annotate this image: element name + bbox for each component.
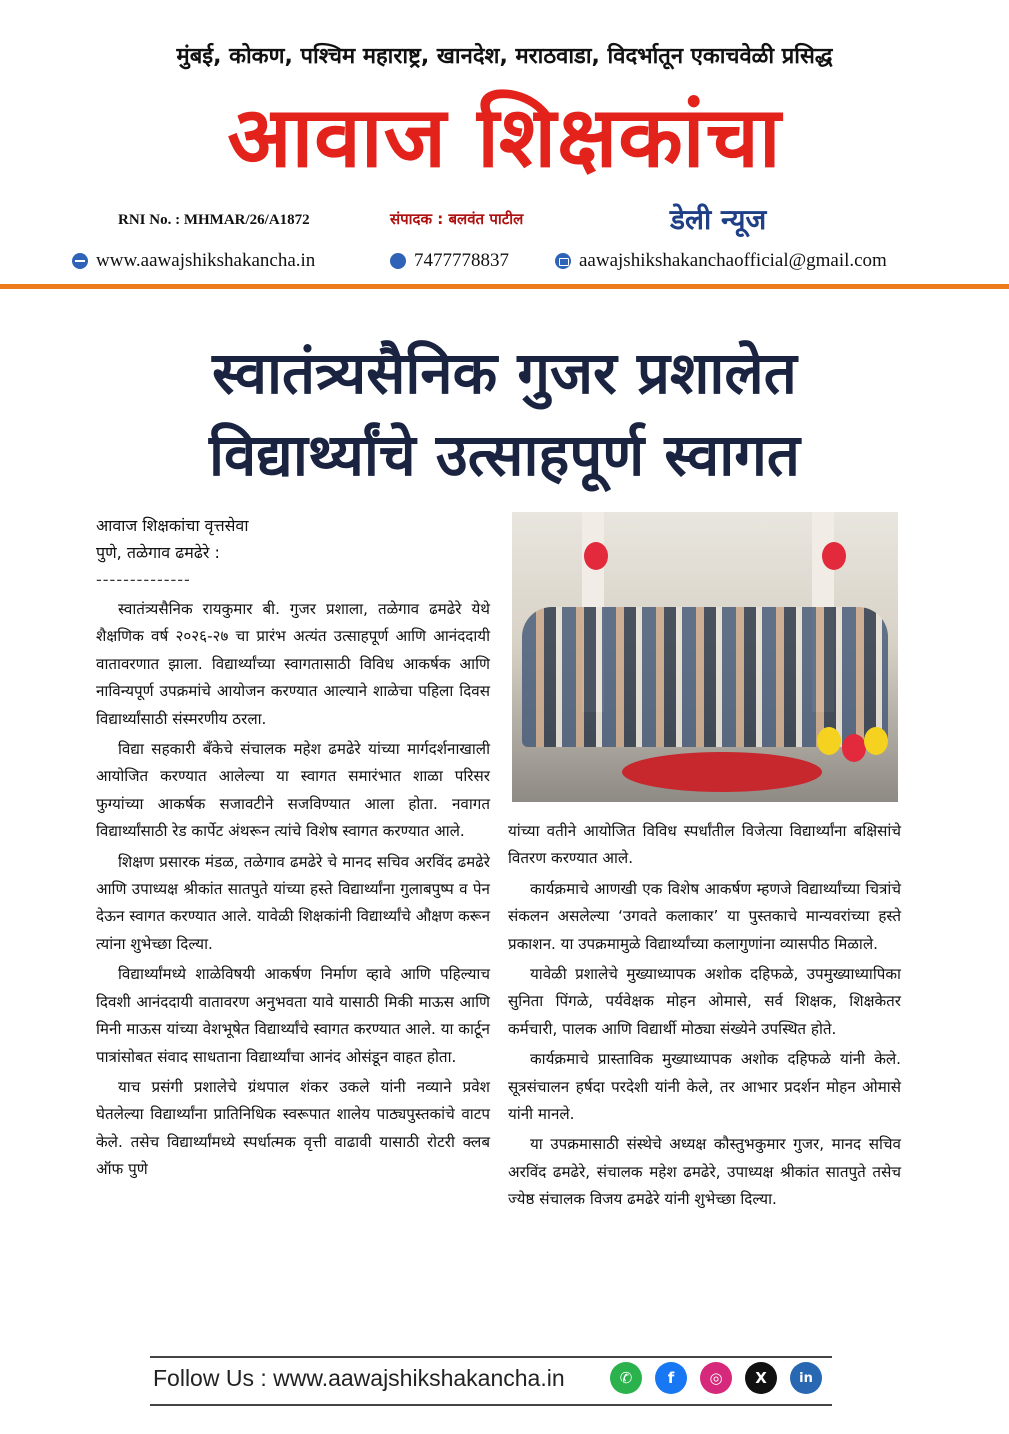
- byline-separator: --------------: [96, 570, 191, 589]
- headline-line-2: विद्यार्थ्यांचे उत्साहपूर्ण स्वागत: [209, 421, 800, 489]
- news-source: आवाज शिक्षकांचा वृत्तसेवा: [96, 516, 249, 535]
- facebook-icon[interactable]: f: [655, 1362, 687, 1394]
- phone-text: 7477778837: [414, 250, 509, 271]
- edition-label: डेली न्यूज: [670, 203, 767, 236]
- rni-number: RNI No. : MHMAR/26/A1872: [118, 212, 310, 228]
- email-contact[interactable]: [555, 250, 887, 272]
- paragraph: कार्यक्रमाचे आणखी एक विशेष आकर्षण म्हणजे विद्यार्थ्यांच्या चित्रांचे संकलन असलेल्या ‘उगवते कलाकार’ या पुस्तकाचे मान्यवरांच्या हस्ते प्रकाशन. या उपक्रमामुळे विद्यार्थ्यांच्या कलागुणांना व्यासपीठ मिळाले.: [508, 879, 901, 953]
- newspaper-title: आवाज शिक्षकांचा: [227, 88, 782, 186]
- phone-icon: [390, 253, 406, 269]
- footer-rule-bottom: [150, 1404, 832, 1406]
- masthead-tagline: मुंबई, कोकण, पश्चिम महाराष्ट्र, खानदेश, मराठवाडा, विदर्भातून एकाचवेळी प्रसिद्ध: [176, 44, 833, 69]
- paragraph: विद्या सहकारी बँकेचे संचालक महेश ढमढेरे यांच्या मार्गदर्शनाखाली आयोजित करण्यात आलेल्या या स्वागत समारंभात शाळा परिसर फुग्यांच्या आकर्षक सजावटीने सजविण्यात आला होता. नवागत विद्यार्थ्यांसाठी रेड कार्पेट अंथरून त्यांचे विशेष स्वागत करण्यात आले.: [96, 740, 490, 841]
- follow-us-link[interactable]: Follow Us : www.aawajshikshakancha.in: [153, 1365, 565, 1391]
- mail-icon: [555, 253, 571, 269]
- article-headline: [0, 332, 1009, 496]
- header-divider: [0, 284, 1009, 289]
- globe-icon: [72, 253, 88, 269]
- whatsapp-icon[interactable]: ✆: [610, 1362, 642, 1394]
- paragraph: यांच्या वतीने आयोजित विविध स्पर्धांतील विजेत्या विद्यार्थ्यांना बक्षिसांचे वितरण करण्यात आले.: [508, 822, 901, 868]
- article-byline: [96, 512, 248, 593]
- paragraph: यावेळी प्रशालेचे मुख्याध्यापक अशोक दहिफळे, उपमुख्याध्यापिका सुनिता पिंगळे, पर्यवेक्षक मोहन ओमासे, सर्व शिक्षक, शिक्षकेतर कर्मचारी, पालक आणि विद्यार्थी मोठ्या संख्येने उपस्थित होते.: [508, 965, 901, 1038]
- email-text: aawajshikshakanchaofficial@gmail.com: [579, 250, 887, 271]
- dateline: पुणे, तळेगाव ढमढेरे :: [96, 543, 220, 562]
- paragraph: विद्यार्थ्यांमध्ये शाळेविषयी आकर्षण निर्माण व्हावे आणि पहिल्याच दिवशी आनंददायी वातावरण अनुभवता यावे यासाठी मिकी माऊस आणि मिनी माऊस यांच्या वेशभूषेत विद्यार्थ्यांचे स्वागत करण्यात आले. या कार्टून पात्रांसोबत संवाद साधताना विद्यार्थ्यांचा आनंद ओसंडून वाहत होता.: [96, 965, 490, 1066]
- phone-contact[interactable]: [390, 250, 509, 272]
- website-contact[interactable]: [72, 250, 315, 272]
- instagram-icon[interactable]: ◎: [700, 1362, 732, 1394]
- paragraph: या उपक्रमासाठी संस्थेचे अध्यक्ष कौस्तुभकुमार गुजर, मानद सचिव अरविंद ढमढेरे, संचालक महेश ढमढेरे, उपाध्यक्ष श्रीकांत सातपुते तसेच ज्येष्ठ संचालक विजय ढमढेरे यांनी शुभेच्छा दिल्या.: [508, 1135, 901, 1209]
- editor-credit: संपादक : बलवंत पाटील: [390, 210, 524, 228]
- article-column-right: [508, 818, 901, 1217]
- paragraph: कार्यक्रमाचे प्रास्ताविक मुख्याध्यापक अशोक दहिफळे यांनी केले. सूत्रसंचालन हर्षदा परदेशी यांनी केले, तर आभार प्रदर्शन मोहन ओमासे यांनी मानले.: [508, 1050, 901, 1124]
- paragraph: शिक्षण प्रसारक मंडळ, तळेगाव ढमढेरे चे मानद सचिव अरविंद ढमढेरे आणि उपाध्यक्ष श्रीकांत सातपुते यांच्या हस्ते विद्यार्थ्यांना गुलाबपुष्प व पेन देऊन स्वागत करण्यात आले. यावेळी शिक्षकांनी विद्यार्थ्यांचे औक्षण करून त्यांना शुभेच्छा दिल्या.: [96, 852, 490, 953]
- headline-line-1: स्वातंत्र्यसैनिक गुजर प्रशालेत: [212, 339, 797, 407]
- website-text: www.aawajshikshakancha.in: [96, 250, 316, 271]
- linkedin-icon[interactable]: in: [790, 1362, 822, 1394]
- article-column-left: [96, 596, 490, 1187]
- x-icon[interactable]: X: [745, 1362, 777, 1394]
- paragraph: याच प्रसंगी प्रशालेचे ग्रंथपाल शंकर उकले यांनी नव्याने प्रवेश घेतलेल्या विद्यार्थ्यांना प्रातिनिधिक स्वरूपात शालेय पाठ्यपुस्तकांचे वाटप केले. तसेच विद्यार्थ्यांमध्ये स्पर्धात्मक वृत्ती वाढावी यासाठी रोटरी क्लब ऑफ पुणे: [96, 1077, 490, 1179]
- event-photo: [512, 512, 898, 802]
- social-icons: [610, 1362, 822, 1394]
- footer-rule-top: [150, 1356, 832, 1358]
- paragraph: स्वातंत्र्यसैनिक रायकुमार बी. गुजर प्रशाला, तळेगाव ढमढेरे येथे शैक्षणिक वर्ष २०२६-२७ चा प्रारंभ अत्यंत उत्साहपूर्ण आणि आनंददायी वातावरणात झाला. विद्यार्थ्यांच्या स्वागतासाठी विविध आकर्षक आणि नाविन्यपूर्ण उपक्रमांचे आयोजन करण्यात आल्याने शाळेचा पहिला दिवस विद्यार्थ्यांसाठी संस्मरणीय ठरला.: [96, 600, 490, 728]
